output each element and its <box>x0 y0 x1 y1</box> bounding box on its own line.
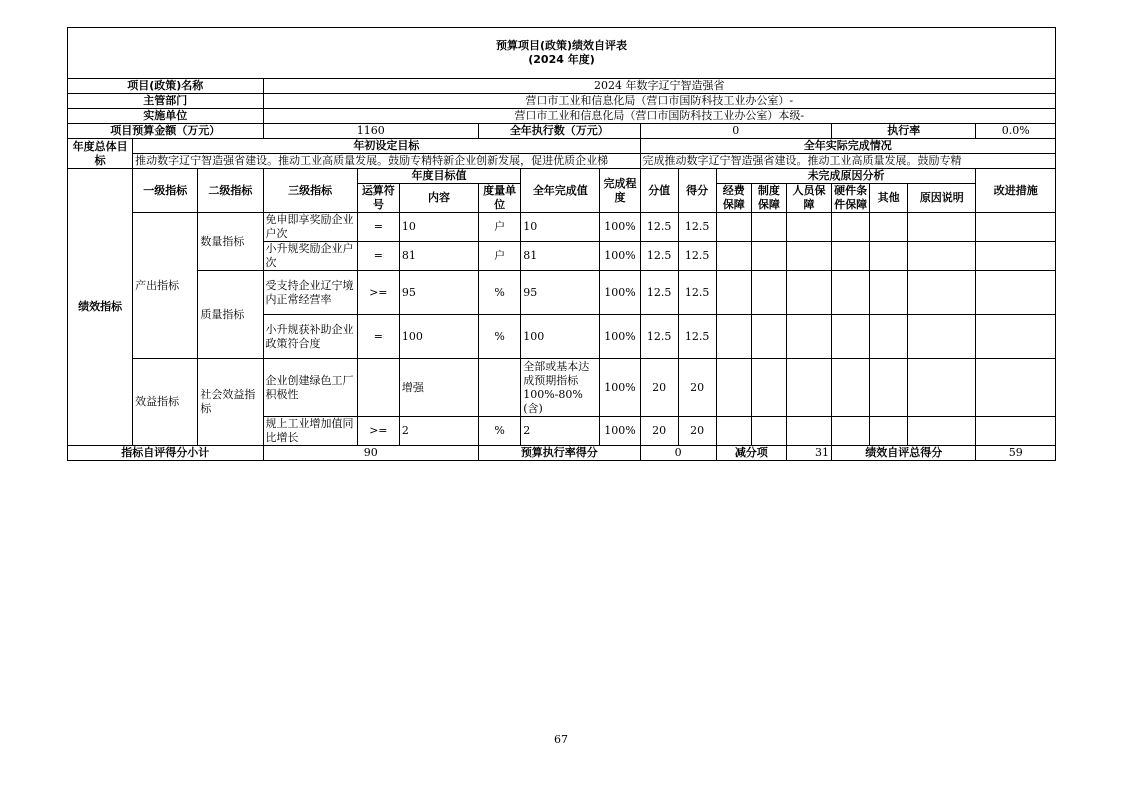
group-benefit: 效益指标 <box>133 359 198 446</box>
indicator-unit: % <box>479 417 521 446</box>
subtotal-value: 90 <box>263 446 479 461</box>
indicator-unit: % <box>479 315 521 359</box>
header-reason-desc: 原因说明 <box>908 184 976 213</box>
indicator-name: 企业创建绿色工厂积极性 <box>263 359 357 417</box>
supervisor-value: 营口市工业和信息化局（营口市国防科技工业办公室）- <box>263 94 1055 109</box>
project-name-label: 项目(政策)名称 <box>68 79 264 94</box>
indicator-score: 12.5 <box>678 213 716 242</box>
performance-indicators-label: 绩效指标 <box>68 169 133 446</box>
header-operator: 运算符号 <box>357 184 399 213</box>
initial-goal-header: 年初设定目标 <box>133 139 640 154</box>
actual-completion-text: 完成推动数字辽宁智造强省建设。推动工业高质量发展。鼓励专精 <box>640 154 1055 169</box>
header-funding: 经费保障 <box>716 184 751 213</box>
implementer-label: 实施单位 <box>68 109 264 124</box>
header-unit: 度量单位 <box>479 184 521 213</box>
supervisor-label: 主管部门 <box>68 94 264 109</box>
execution-rate-label: 执行率 <box>832 124 976 139</box>
indicator-content: 增强 <box>399 359 478 417</box>
header-other: 其他 <box>870 184 908 213</box>
title-line2: (2024 年度) <box>528 53 595 66</box>
execution-rate-value: 0.0% <box>976 124 1056 139</box>
indicator-done: 100 <box>521 315 600 359</box>
indicator-operator: >= <box>357 271 399 315</box>
indicator-name: 小升规获补助企业政策符合度 <box>263 315 357 359</box>
indicator-done: 81 <box>521 242 600 271</box>
indicator-degree: 100% <box>600 242 640 271</box>
indicator-weight: 12.5 <box>640 315 678 359</box>
indicator-unit: 户 <box>479 242 521 271</box>
indicator-name: 受支持企业辽宁境内正常经营率 <box>263 271 357 315</box>
indicator-score: 12.5 <box>678 315 716 359</box>
page-number: 67 <box>554 733 568 746</box>
indicator-operator <box>357 359 399 417</box>
indicator-name: 小升规奖励企业户次 <box>263 242 357 271</box>
header-improvement: 改进措施 <box>976 169 1056 213</box>
indicator-operator: = <box>357 242 399 271</box>
header-hardware: 硬件条件保障 <box>832 184 870 213</box>
indicator-score: 12.5 <box>678 271 716 315</box>
indicator-degree: 100% <box>600 417 640 446</box>
indicator-degree: 100% <box>600 271 640 315</box>
header-score: 得分 <box>678 169 716 213</box>
header-reason-analysis: 未完成原因分析 <box>716 169 976 184</box>
group-quantity: 数量指标 <box>198 213 263 271</box>
budget-exec-score-label: 预算执行率得分 <box>479 446 640 461</box>
indicator-content: 2 <box>399 417 478 446</box>
indicator-done: 10 <box>521 213 600 242</box>
header-annual-target: 年度目标值 <box>357 169 520 184</box>
indicator-content: 81 <box>399 242 478 271</box>
header-content: 内容 <box>399 184 478 213</box>
budget-amount-value: 1160 <box>263 124 479 139</box>
self-evaluation-table <box>67 27 1056 461</box>
budget-amount-label: 项目预算金额（万元） <box>68 124 264 139</box>
total-score-label: 绩效自评总得分 <box>832 446 976 461</box>
indicator-unit: 户 <box>479 213 521 242</box>
indicator-done: 全部或基本达成预期指标100%-80%(含) <box>521 359 600 417</box>
header-level1: 一级指标 <box>133 169 198 213</box>
indicator-degree: 100% <box>600 315 640 359</box>
deduction-value: 31 <box>786 446 831 461</box>
table-title <box>68 28 1056 79</box>
indicator-score: 20 <box>678 359 716 417</box>
indicator-done: 95 <box>521 271 600 315</box>
header-personnel: 人员保障 <box>786 184 831 213</box>
annual-goal-label: 年度总体目标 <box>68 139 133 169</box>
header-level2: 二级指标 <box>198 169 263 213</box>
indicator-weight: 20 <box>640 359 678 417</box>
indicator-unit <box>479 359 521 417</box>
indicator-done: 2 <box>521 417 600 446</box>
table-row <box>68 271 1056 315</box>
indicator-name: 免申即享奖励企业户次 <box>263 213 357 242</box>
indicator-operator: >= <box>357 417 399 446</box>
header-system: 制度保障 <box>751 184 786 213</box>
header-level3: 三级指标 <box>263 169 357 213</box>
indicator-unit: % <box>479 271 521 315</box>
annual-executed-label: 全年执行数（万元） <box>479 124 640 139</box>
indicator-weight: 12.5 <box>640 271 678 315</box>
group-output: 产出指标 <box>133 213 198 359</box>
indicator-name: 规上工业增加值同比增长 <box>263 417 357 446</box>
indicator-operator: = <box>357 213 399 242</box>
implementer-value: 营口市工业和信息化局（营口市国防科技工业办公室）本级- <box>263 109 1055 124</box>
indicator-degree: 100% <box>600 213 640 242</box>
table-row <box>68 359 1056 417</box>
indicator-weight: 20 <box>640 417 678 446</box>
subtotal-label: 指标自评得分小计 <box>68 446 264 461</box>
total-score-value: 59 <box>976 446 1056 461</box>
indicator-content: 95 <box>399 271 478 315</box>
indicator-content: 10 <box>399 213 478 242</box>
group-quality: 质量指标 <box>198 271 263 359</box>
actual-completion-header: 全年实际完成情况 <box>640 139 1055 154</box>
title-line1: 预算项目(政策)绩效自评表 <box>495 39 628 52</box>
indicator-content: 100 <box>399 315 478 359</box>
indicator-score: 20 <box>678 417 716 446</box>
initial-goal-text: 推动数字辽宁智造强省建设。推动工业高质量发展。鼓励专精特新企业创新发展，促进优质企业梯 <box>133 154 640 169</box>
deduction-label: 减分项 <box>716 446 786 461</box>
header-completion-degree: 完成程度 <box>600 169 640 213</box>
group-social: 社会效益指标 <box>198 359 263 446</box>
annual-executed-value: 0 <box>640 124 832 139</box>
project-name-value: 2024 年数字辽宁智造强省 <box>263 79 1055 94</box>
budget-exec-score-value: 0 <box>640 446 716 461</box>
indicator-weight: 12.5 <box>640 242 678 271</box>
header-weight: 分值 <box>640 169 678 213</box>
header-annual-completion: 全年完成值 <box>521 169 600 213</box>
table-row <box>68 213 1056 242</box>
indicator-degree: 100% <box>600 359 640 417</box>
indicator-operator: = <box>357 315 399 359</box>
indicator-score: 12.5 <box>678 242 716 271</box>
indicator-weight: 12.5 <box>640 213 678 242</box>
